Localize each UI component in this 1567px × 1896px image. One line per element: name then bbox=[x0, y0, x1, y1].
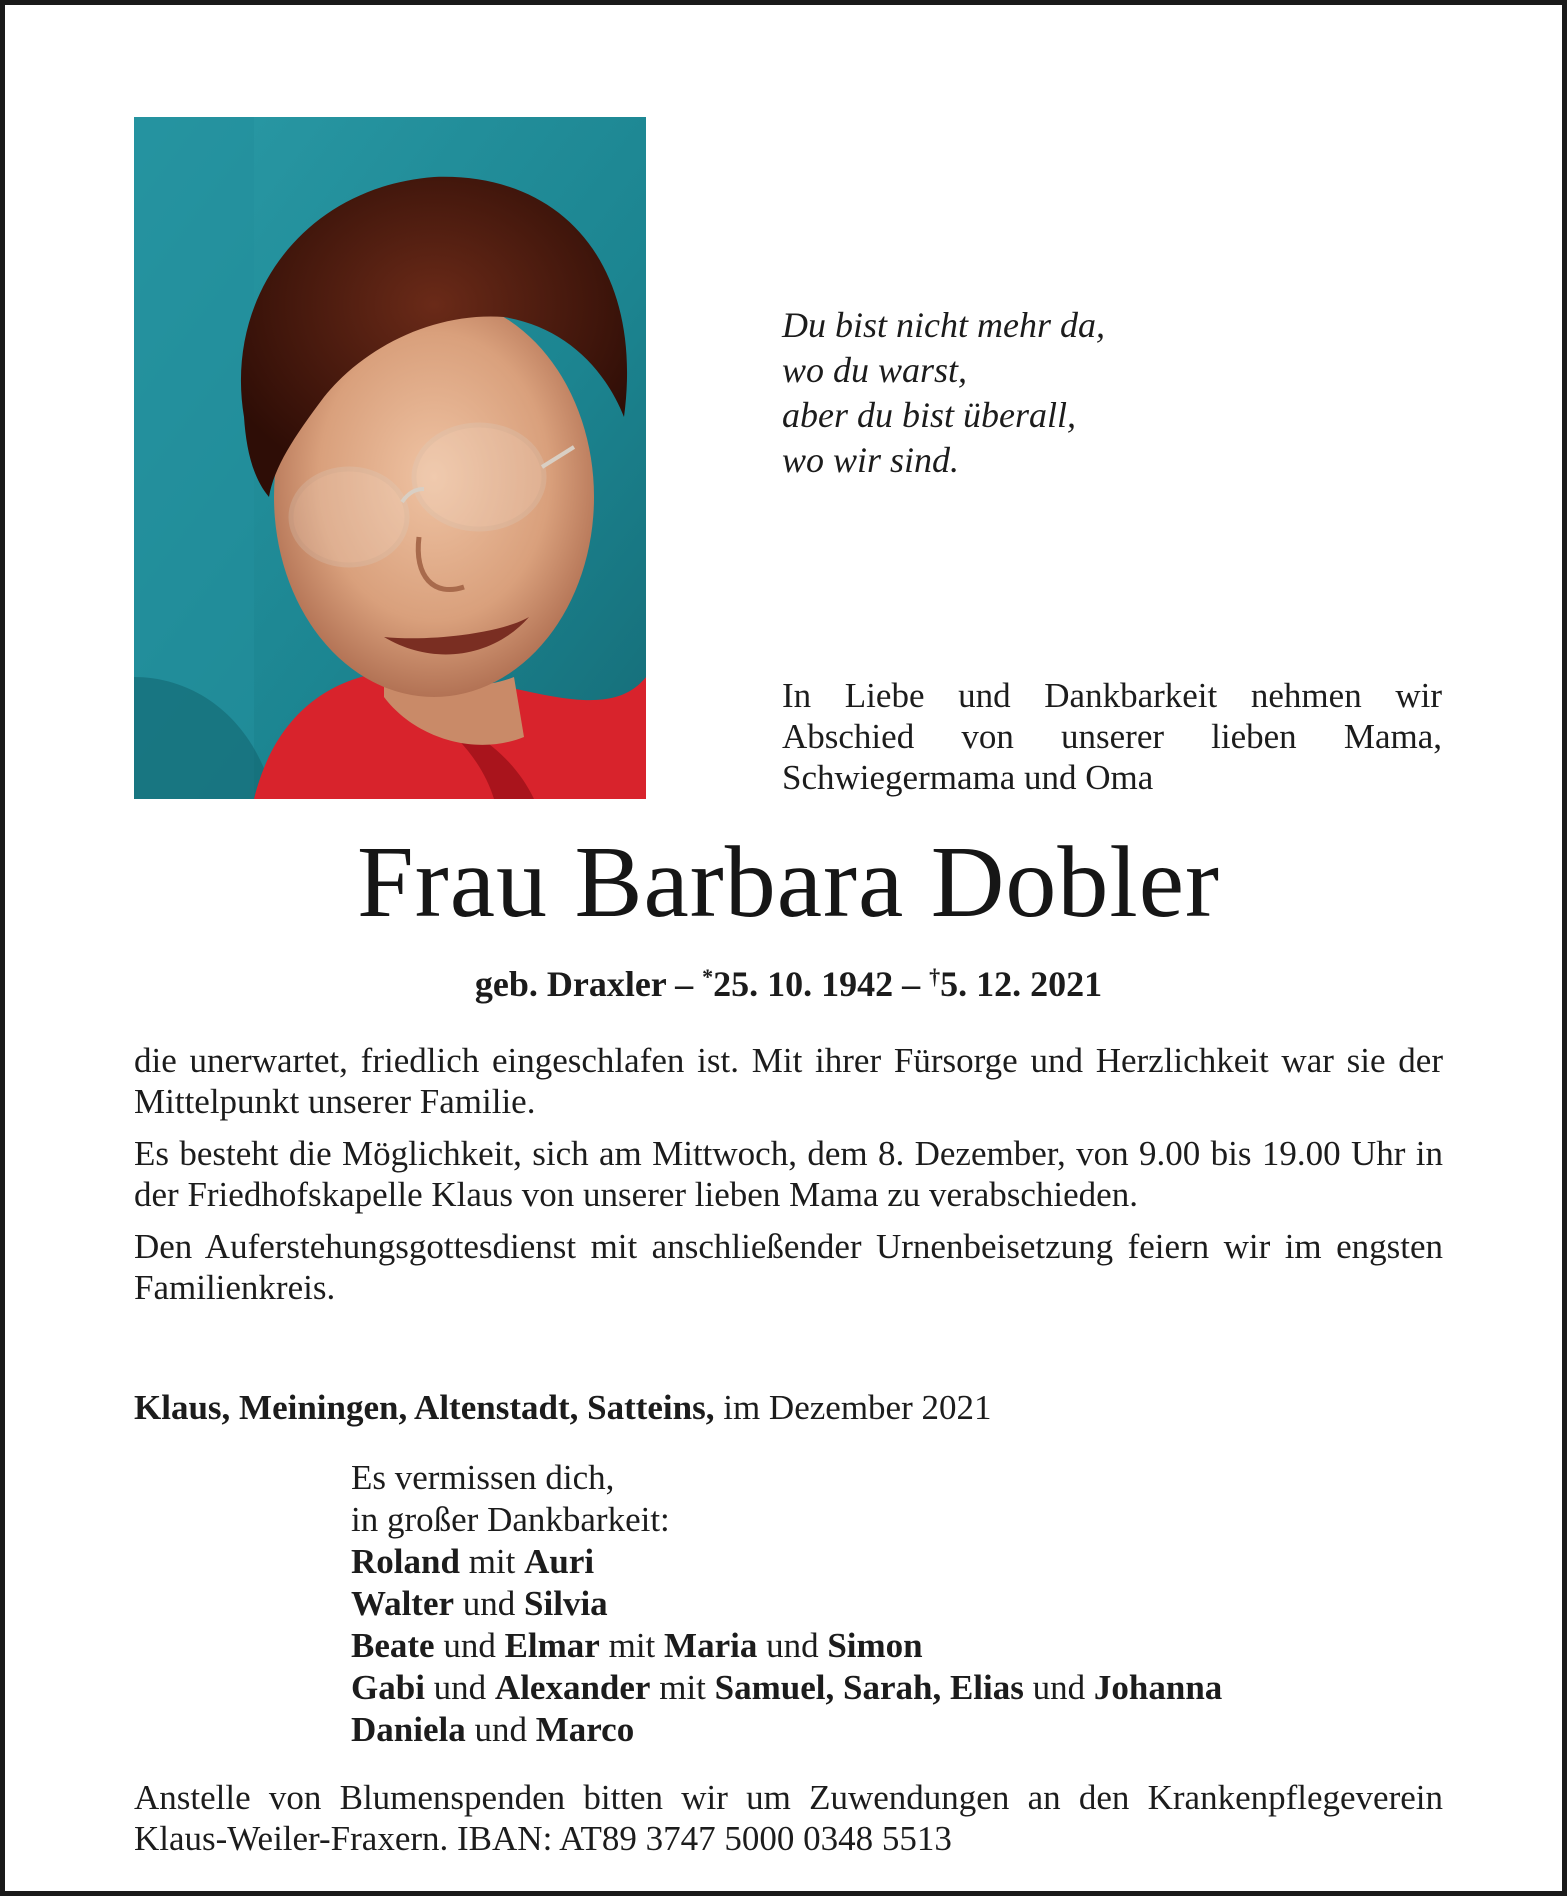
body-paragraph: die unerwartet, friedlich eingeschlafen ist. Mit ihrer Fürsorge und Herzlichkeit war sie der Mittelpunkt unserer Familie. bbox=[134, 1041, 1443, 1121]
body-paragraph: Den Auferstehungsgottesdienst mit anschließender Urnenbeisetzung feiern wir im engsten Familienkreis. bbox=[134, 1227, 1443, 1307]
mourners-intro: in großer Dankbarkeit: bbox=[351, 1500, 670, 1539]
death-date: 5. 12. 2021 bbox=[940, 964, 1103, 1004]
joiner: und bbox=[443, 1626, 496, 1665]
quote-line: wo du warst, bbox=[782, 350, 968, 390]
mourner-name: Johanna bbox=[1093, 1668, 1223, 1707]
mourner-name: Elmar bbox=[504, 1626, 600, 1665]
body-paragraph: Es besteht die Möglichkeit, sich am Mittwoch, dem 8. Dezember, von 9.00 bis 19.00 Uhr in der Friedhofskapelle Klaus von unserer lieben Mama zu verabschieden. bbox=[134, 1134, 1443, 1214]
separator: – bbox=[902, 964, 921, 1004]
mourner-name: Simon bbox=[827, 1626, 923, 1665]
mourner-name: Maria bbox=[664, 1626, 758, 1665]
place-date: im Dezember 2021 bbox=[723, 1388, 992, 1427]
mourner-name: Marco bbox=[535, 1710, 635, 1749]
obituary-body bbox=[134, 1040, 1443, 1319]
birth-date: 25. 10. 1942 bbox=[713, 964, 894, 1004]
mourners-list bbox=[351, 1457, 1222, 1751]
mourner-row bbox=[351, 1541, 1222, 1583]
joiner: und bbox=[474, 1710, 527, 1749]
intro-text: In Liebe und Dankbarkeit nehmen wir Abschied von unserer lieben Mama, Schwiegermama und Oma bbox=[782, 676, 1442, 797]
mourner-row bbox=[351, 1667, 1222, 1709]
mourner-name: Alexander bbox=[494, 1668, 651, 1707]
portrait-image bbox=[134, 117, 646, 799]
mourner-name: Samuel, Sarah, Elias bbox=[714, 1668, 1024, 1707]
death-cross-icon: † bbox=[929, 964, 941, 989]
mourner-name: Walter bbox=[351, 1584, 455, 1623]
joiner: und bbox=[766, 1626, 819, 1665]
deceased-name: Frau Barbara Dobler bbox=[357, 826, 1220, 939]
mourners-intro: Es vermissen dich, bbox=[351, 1458, 615, 1497]
joiner: mit bbox=[659, 1668, 706, 1707]
quote-line: wo wir sind. bbox=[782, 440, 960, 480]
mourner-name: Silvia bbox=[524, 1584, 608, 1623]
mourner-name: Roland bbox=[351, 1542, 460, 1581]
life-dates bbox=[5, 955, 1567, 1006]
maiden-name: geb. Draxler bbox=[474, 964, 667, 1004]
separator: – bbox=[675, 964, 694, 1004]
joiner: mit bbox=[608, 1626, 656, 1665]
joiner: und bbox=[433, 1668, 487, 1707]
mourner-row bbox=[351, 1625, 1222, 1667]
birth-star-icon: * bbox=[702, 964, 714, 989]
portrait-photo bbox=[134, 117, 646, 799]
mourner-name: Auri bbox=[524, 1542, 595, 1581]
mourner-row bbox=[351, 1583, 1222, 1625]
quote-line: aber du bist überall, bbox=[782, 395, 1076, 435]
joiner: mit bbox=[468, 1542, 516, 1581]
joiner: und bbox=[1032, 1668, 1086, 1707]
mourner-row bbox=[351, 1709, 1222, 1751]
joiner: und bbox=[462, 1584, 516, 1623]
donation-note: Anstelle von Blumenspenden bitten wir um Zuwendungen an den Krankenpflegeverein Klaus-Weiler-Fraxern. IBAN: AT89 3747 5000 0348 5513 bbox=[134, 1778, 1443, 1858]
mourner-name: Daniela bbox=[351, 1710, 466, 1749]
quote-line: Du bist nicht mehr da, bbox=[782, 305, 1105, 345]
memorial-quote bbox=[782, 303, 1105, 483]
towns: Klaus, Meiningen, Altenstadt, Satteins, bbox=[134, 1388, 715, 1427]
mourner-name: Gabi bbox=[351, 1668, 425, 1707]
place-date-line bbox=[134, 1387, 991, 1428]
mourner-name: Beate bbox=[351, 1626, 435, 1665]
